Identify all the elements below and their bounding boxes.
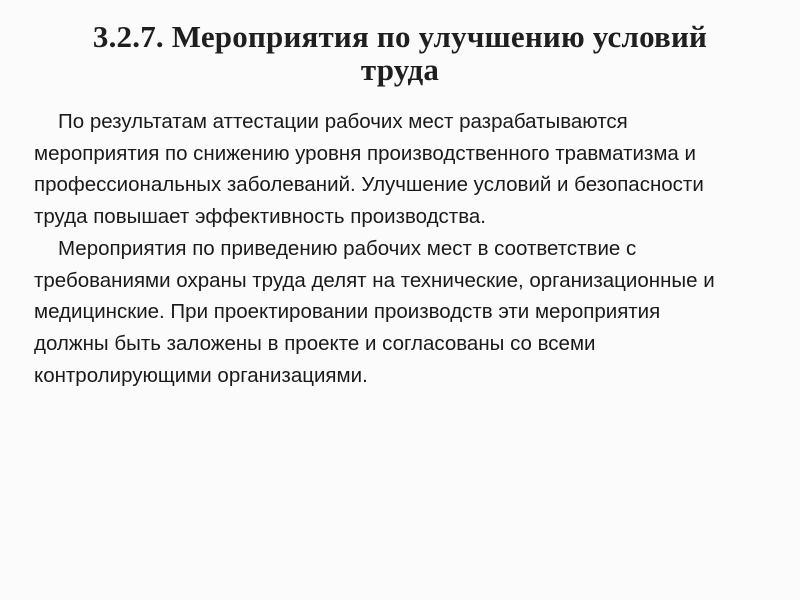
paragraph-1-line-3: профессиональных заболеваний. Улучшение условий и безопасности xyxy=(34,173,704,197)
paragraph-1-line-2: мероприятия по снижению уровня производственного травматизма и xyxy=(34,141,696,165)
paragraph-2-line-4: должны быть заложены в проекте и согласованы со всеми xyxy=(34,331,596,355)
slide-title-line-2: труда xyxy=(360,52,440,87)
paragraph-1-line-4: труда повышает эффективность производства. xyxy=(34,205,486,229)
slide-body xyxy=(34,106,779,391)
paragraph-2-line-3: медицинские. При проектировании производств эти мероприятия xyxy=(34,300,661,324)
paragraph-2-line-5: контролирующими организациями. xyxy=(34,363,368,387)
paragraph-1-line-1: По результатам аттестации рабочих мест разрабатываются xyxy=(58,110,628,133)
slide-title-line-1: 3.2.7. Мероприятия по улучшению условий xyxy=(92,19,708,54)
slide-title xyxy=(30,20,770,86)
paragraph-2 xyxy=(34,233,779,392)
paragraph-2-line-2: требованиями охраны труда делят на технические, организационные и xyxy=(34,268,715,292)
paragraph-2-line-1: Мероприятия по приведению рабочих мест в соответствие с xyxy=(58,236,637,260)
paragraph-1 xyxy=(34,106,779,233)
